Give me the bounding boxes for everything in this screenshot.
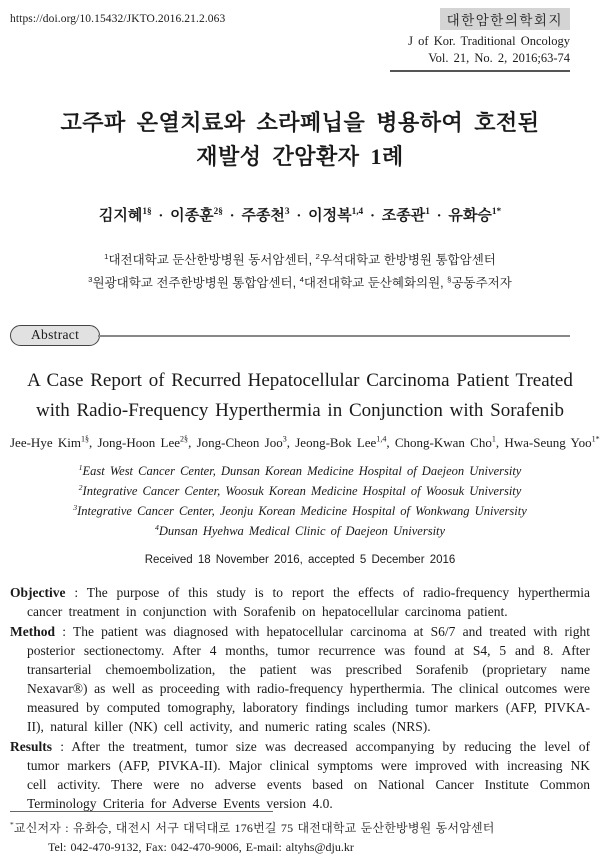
affiliations-korean-line1 (10, 249, 590, 272)
author-superscript: 1* (491, 207, 502, 218)
author-name: 김지혜 (98, 208, 143, 225)
author-separator: , (286, 435, 296, 451)
authors-english (10, 434, 600, 451)
author-superscript: 1 (425, 207, 430, 218)
footnote-area (10, 811, 590, 855)
affiliation-text: 원광대학교 전주한방병원 통합암센터, (92, 276, 300, 291)
author-name: 이정복 (308, 208, 352, 225)
author-separator: · (292, 208, 306, 225)
authors-korean (10, 204, 590, 225)
paper-title-english-line2: with Radio-Frequency Hyperthermia in Conjunction with Sorafenib (35, 399, 565, 421)
abstract-body (10, 583, 590, 813)
author-separator: · (366, 208, 379, 225)
author-name: 이종훈 (170, 208, 214, 225)
author-separator: , (386, 435, 395, 451)
author-name: Jeong-Bok Lee (295, 435, 377, 451)
author-name: Jong-Hoon Lee (97, 435, 181, 451)
author-superscript: 2§ (213, 207, 223, 218)
author-superscript: 3 (282, 434, 287, 444)
abstract-paragraph-label: Results (10, 738, 53, 754)
abstract-paragraph-text: After the treatment, tumor size was decreased accompanying by reducing the level of tumor markers (AFP, PIVKA-II). Major clinical symptoms were improved with increasing NK cell activity. There were no adverse events based on National Cancer Institute Common Terminology Criteria for Adverse Events version 4.0. (27, 738, 590, 812)
received-dates: Received 18 November 2016, accepted 5 December 2016 (144, 554, 456, 567)
author-separator: · (225, 208, 239, 225)
paper-title-korean-line1: 고주파 온열치료와 소라페닙을 병용하여 호전된 (60, 110, 540, 135)
author-separator: · (154, 208, 168, 225)
affiliation-text: Integrative Cancer Center, Woosuk Korean Medicine Hospital of Woosuk University (82, 484, 522, 499)
affiliation-text: Dunsan Hyehwa Medical Clinic of Daejeon University (158, 524, 446, 539)
author-superscript: 1,4 (351, 207, 364, 218)
author-superscript: 3 (284, 207, 290, 218)
abstract-section-header (10, 325, 590, 346)
affiliation-superscript: 1 (104, 252, 109, 262)
journal-name-badge: 대한암한의학회지 (440, 8, 570, 30)
author-superscript: 1,4 (376, 434, 387, 444)
author-name: 주종천 (241, 208, 285, 225)
abstract-paragraph: Method : The patient was diagnosed with hepatocellular carcinoma at S6/7 and treated with right posterior sectionectomy. After 4 months, tumor recurrence was found at S4, 5 and 8. After transarterial chemoembolization, the patient was prescribed Sorafenib (proprietary name Nexavar®) as well as proceeding with radio-frequency hyperthermia. The clinical outcomes were measured by computed tomography, laboratory findings including tumor markers (AFP, PIVKA-II), natural killer (NK) cell activity, and numeric rating scales (NRS). (10, 623, 590, 735)
corresponding-author-note (10, 819, 590, 836)
affiliation-superscript: 4 (299, 275, 304, 285)
affiliation-superscript: 3 (73, 503, 78, 513)
affiliation-superscript: 2 (78, 483, 83, 493)
paper-title-english-line1: A Case Report of Recurred Hepatocellular Carcinoma Patient Treated (27, 370, 573, 392)
affiliations-english (10, 461, 590, 541)
corresponding-author-asterisk: * (10, 820, 14, 829)
affiliation-line (10, 481, 590, 501)
corresponding-author-text: 교신저자 : 유화승, 대전시 서구 대덕대로 176번길 75 대전대학교 둔산한방병원 동서암센터 (13, 821, 495, 835)
affiliation-text: 우석대학교 한방병원 통합암센터 (319, 253, 496, 268)
abstract-paragraph-label: Objective (10, 585, 66, 601)
abstract-label-pill: Abstract (10, 325, 100, 346)
affiliation-line (10, 461, 590, 481)
paper-title-korean-line2: 재발성 간암환자 1례 (196, 144, 404, 170)
author-name: Jong-Cheon Joo (196, 435, 283, 451)
author-separator: , (495, 435, 505, 451)
paper-title-korean (10, 106, 590, 174)
abstract-divider-rule (98, 335, 570, 337)
contact-info: Tel: 042-470-9132, Fax: 042-470-9006, E-mail: altyhs@dju.kr (48, 840, 354, 854)
affiliation-text: 대전대학교 둔산한방병원 동서암센터, (108, 253, 316, 268)
abstract-paragraph: Results : After the treatment, tumor size was decreased accompanying by reducing the level of tumor markers (AFP, PIVKA-II). Major clinical symptoms were improved with increasing NK cell activity. There were no adverse events based on National Cancer Institute Common Terminology Criteria for Adverse Events version 4.0. (10, 738, 590, 812)
affiliation-superscript: 1 (78, 463, 83, 473)
abstract-paragraph: Objective : The purpose of this study is to report the effects of radio-frequency hyperthermia cancer treatment in conjunction with Sorafenib on hepatocellular carcinoma patient. (10, 585, 590, 620)
author-name: Jee-Hye Kim (10, 435, 81, 451)
abstract-paragraph-text: The patient was diagnosed with hepatocellular carcinoma at S6/7 and treated with right posterior sectionectomy. After 4 months, tumor recurrence was found at S4, 5 and 8. After transarterial chemoembolization, the patient was prescribed Sorafenib (proprietary name Nexavar®) as well as proceeding with radio-frequency hyperthermia. The clinical outcomes were measured by computed tomography, laboratory findings including tumor markers (AFP, PIVKA-II), natural killer (NK) cell activity, and numeric rating scales (NRS). (27, 623, 590, 735)
author-superscript: 2§ (180, 434, 189, 444)
footnote-rule (10, 811, 273, 812)
affiliation-superscript: 4 (154, 523, 159, 533)
affiliation-line (10, 521, 590, 541)
abstract-paragraph-label: Method (10, 623, 55, 639)
author-name: 유화승 (448, 208, 492, 225)
affiliations-korean-line2 (10, 272, 590, 295)
affiliation-text: Integrative Cancer Center, Jeonju Korean Medicine Hospital of Wonkwang University (77, 504, 527, 519)
affiliation-text: 대전대학교 둔산혜화의원, (303, 276, 448, 291)
author-superscript: 1* (591, 434, 600, 444)
author-separator: · (432, 208, 446, 225)
affiliation-line (10, 501, 590, 521)
author-separator: , (89, 435, 98, 451)
affiliation-superscript: 2 (315, 252, 320, 262)
affiliation-superscript: § (447, 275, 452, 285)
journal-name-english: J of Kor. Traditional Oncology (408, 34, 570, 48)
journal-volume-info: Vol. 21, No. 2, 2016;63-74 (428, 51, 570, 65)
page-header (10, 8, 590, 72)
author-name: 조종관 (381, 208, 426, 225)
affiliation-text: East West Cancer Center, Dunsan Korean Medicine Hospital of Daejeon University (82, 464, 522, 479)
author-superscript: 1§ (142, 207, 152, 218)
author-superscript: 1 (491, 434, 496, 444)
affiliations-korean (10, 249, 590, 295)
author-name: Hwa-Seung Yoo (504, 435, 592, 451)
author-superscript: 1§ (80, 434, 89, 444)
paper-title-english (10, 366, 590, 425)
abstract-paragraph-text: The purpose of this study is to report the effects of radio-frequency hyperthermia cancer treatment in conjunction with Sorafenib on hepatocellular carcinoma patient. (27, 585, 590, 620)
author-separator: , (188, 435, 197, 451)
journal-info-block (390, 8, 570, 72)
affiliation-superscript: 3 (88, 275, 93, 285)
author-name: Chong-Kwan Cho (394, 435, 492, 451)
affiliation-text: 공동주저자 (451, 276, 512, 291)
doi-link[interactable]: https://doi.org/10.15432/JKTO.2016.21.2.063 (10, 13, 226, 25)
